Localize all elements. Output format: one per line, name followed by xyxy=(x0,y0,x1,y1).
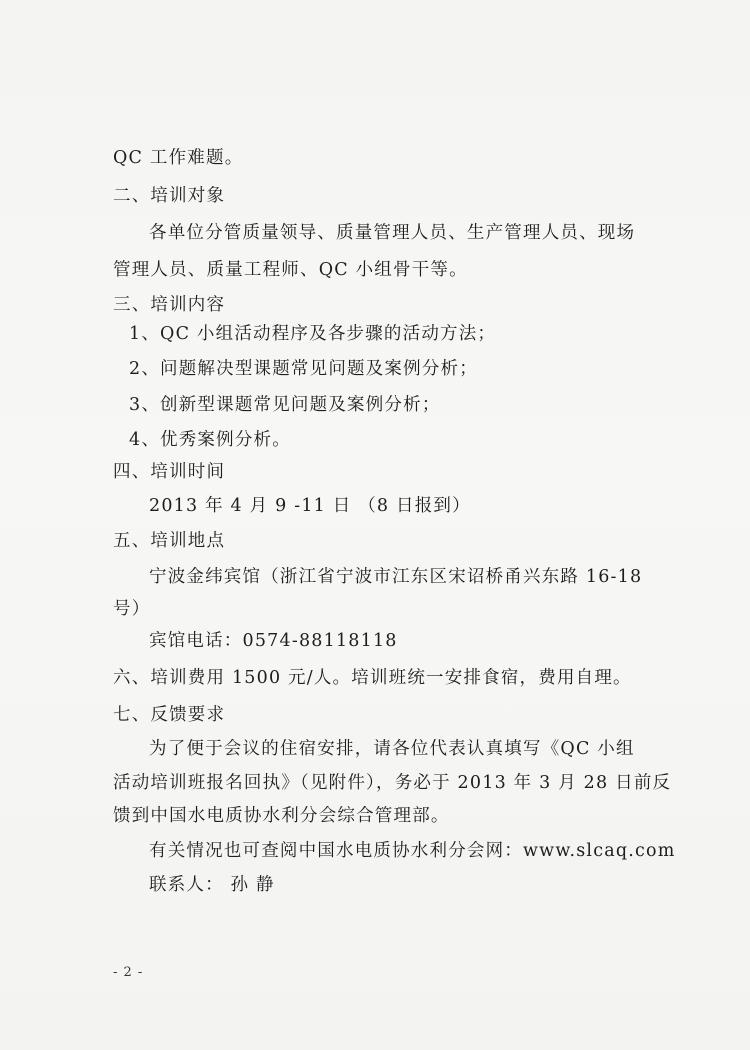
list-item: 2、问题解决型课题常见问题及案例分析； xyxy=(129,359,478,379)
section-heading: 五、培训地点 xyxy=(113,531,226,551)
text-line: 宾馆电话：0574-88118118 xyxy=(149,631,398,651)
list-item: 3、创新型课题常见问题及案例分析； xyxy=(129,395,441,415)
section-heading: 三、培训内容 xyxy=(113,295,226,315)
contact-line: 联系人： 孙 静 xyxy=(149,875,275,895)
page-number: - 2 - xyxy=(113,965,144,980)
text-line: 号） xyxy=(113,599,151,619)
text-line: 为了便于会议的住宿安排，请各位代表认真填写《QC 小组 xyxy=(149,739,635,759)
text-line: 管理人员、质量工程师、QC 小组骨干等。 xyxy=(113,260,468,280)
list-item: 1、QC 小组活动程序及各步骤的活动方法； xyxy=(129,324,497,344)
text-line: QC 工作难题。 xyxy=(113,148,244,168)
text-line: 各单位分管质量领导、质量管理人员、生产管理人员、现场 xyxy=(149,223,636,243)
section-heading: 二、培训对象 xyxy=(113,186,226,206)
text-line: 有关情况也可查阅中国水电质协水利分会网：www.slcaq.com xyxy=(149,841,676,861)
text-line: 活动培训班报名回执》（见附件），务必于 2013 年 3 月 28 日前反 xyxy=(113,773,672,793)
text-line: 馈到中国水电质协水利分会综合管理部。 xyxy=(113,806,450,826)
section-heading: 六、培训费用 1500 元/人。培训班统一安排食宿，费用自理。 xyxy=(113,668,632,688)
section-heading: 四、培训时间 xyxy=(113,462,226,482)
text-line: 2013 年 4 月 9 -11 日 （8 日报到） xyxy=(149,496,471,516)
section-heading: 七、反馈要求 xyxy=(113,705,226,725)
text-line: 宁波金纬宾馆（浙江省宁波市江东区宋诏桥甬兴东路 16-18 xyxy=(149,567,643,587)
list-item: 4、优秀案例分析。 xyxy=(129,430,291,450)
